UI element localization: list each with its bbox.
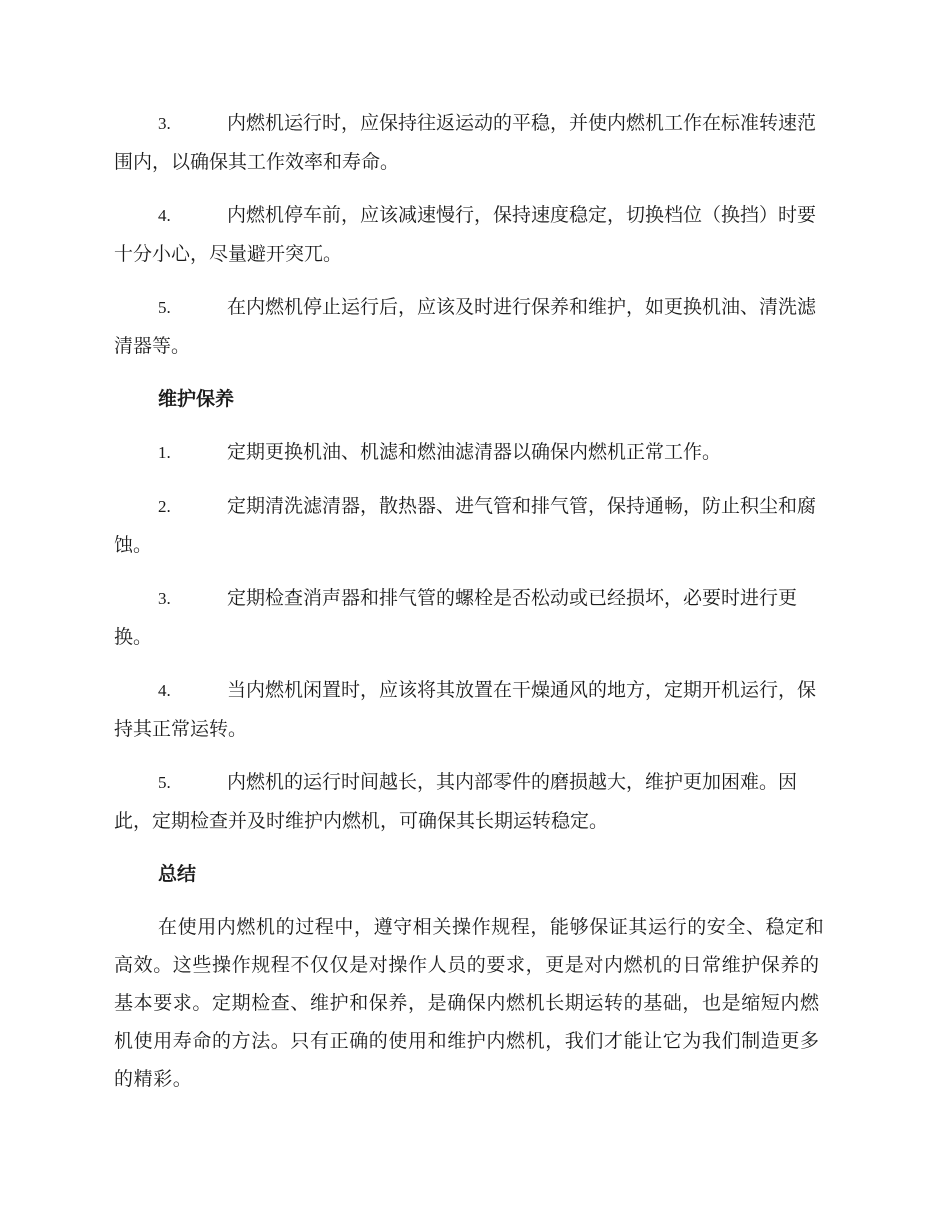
list-item-text: 内燃机运行时，应保持往返运动的平稳，并使内燃机工作在标准转速范围内，以确保其工作效率和寿命。 xyxy=(114,112,817,173)
list-item-text: 当内燃机闲置时，应该将其放置在干燥通风的地方，定期开机运行，保持其正常运转。 xyxy=(114,679,817,740)
list-item xyxy=(114,196,834,273)
list-item xyxy=(114,104,834,181)
list-item-number: 4. xyxy=(158,206,171,225)
list-item-number: 4. xyxy=(158,681,171,700)
list-item xyxy=(114,763,834,840)
list-item-text: 定期检查消声器和排气管的螺栓是否松动或已经损坏，必要时进行更换。 xyxy=(114,587,798,648)
list-item-text: 内燃机停车前，应该减速慢行，保持速度稳定，切换档位（换挡）时要十分小心，尽量避开突兀。 xyxy=(114,204,817,265)
list-item-text: 定期清洗滤清器，散热器、进气管和排气管，保持通畅，防止积尘和腐蚀。 xyxy=(114,495,817,556)
list-item-number: 5. xyxy=(158,298,171,317)
list-item xyxy=(114,671,834,748)
list-item-text: 定期更换机油、机滤和燃油滤清器以确保内燃机正常工作。 xyxy=(227,441,722,463)
section-heading-summary: 总结 xyxy=(158,863,197,885)
list-item-text: 在内燃机停止运行后，应该及时进行保养和维护，如更换机油、清洗滤清器等。 xyxy=(114,296,817,357)
list-item-number: 3. xyxy=(158,114,171,133)
list-item xyxy=(114,487,834,564)
list-item-text: 内燃机的运行时间越长，其内部零件的磨损越大，维护更加困难。因此，定期检查并及时维护内燃机，可确保其长期运转稳定。 xyxy=(114,771,798,832)
list-item-number: 5. xyxy=(158,773,171,792)
section-heading-maintenance: 维护保养 xyxy=(158,388,235,410)
list-item xyxy=(114,433,834,472)
list-item-number: 2. xyxy=(158,497,171,516)
list-item-number: 1. xyxy=(158,443,171,462)
list-item xyxy=(114,579,834,656)
summary-paragraph: 在使用内燃机的过程中，遵守相关操作规程，能够保证其运行的安全、稳定和高效。这些操作规程不仅仅是对操作人员的要求，更是对内燃机的日常维护保养的基本要求。定期检查、维护和保养，是确保内燃机长期运转的基础，也是缩短内燃机使用寿命的方法。只有正确的使用和维护内燃机，我们才能让它为我们制造更多的精彩。 xyxy=(114,916,825,1090)
document-content xyxy=(114,104,834,1098)
list-item xyxy=(114,288,834,365)
list-item-number: 3. xyxy=(158,589,171,608)
